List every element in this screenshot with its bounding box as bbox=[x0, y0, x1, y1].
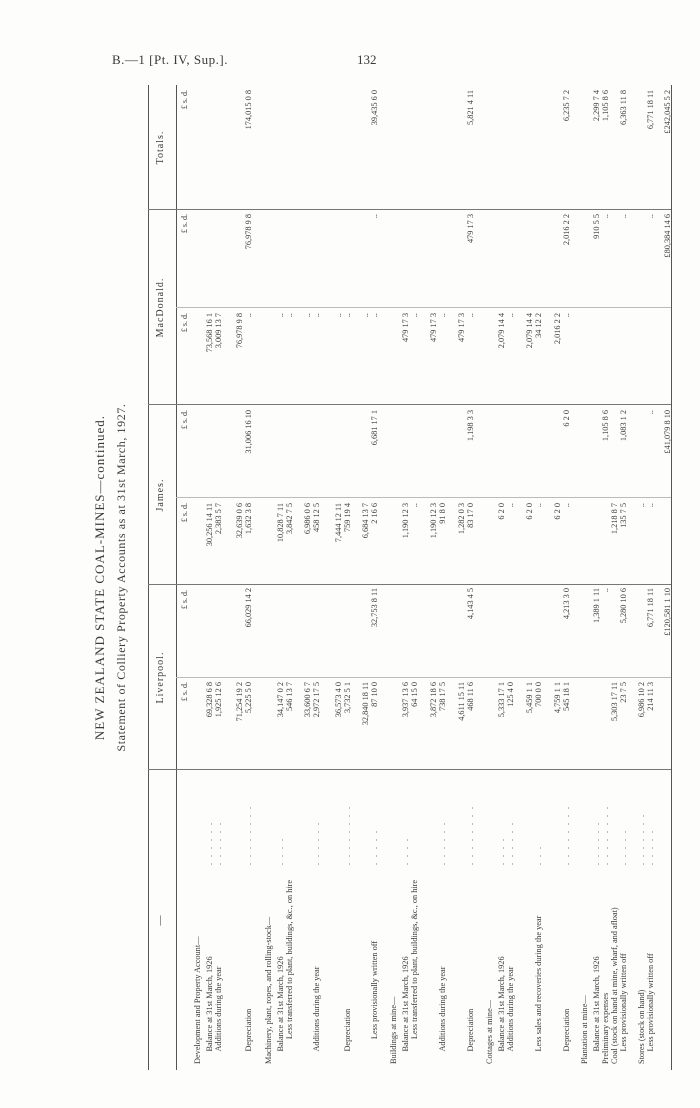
leader-dots: . . . . . . . . bbox=[343, 805, 352, 865]
cell-mac2: 479 17 3 bbox=[466, 214, 475, 244]
cell-jam1: 6,986 0 6 bbox=[303, 503, 312, 535]
cell-mac1: .. bbox=[334, 313, 343, 318]
cell-mac1: .. bbox=[466, 313, 475, 318]
cell-mac2: .. bbox=[619, 214, 628, 219]
cell-jam2: 6,681 17 1 bbox=[370, 410, 379, 446]
cell-liv1: 71,254 19 2 bbox=[235, 682, 244, 722]
header-rule bbox=[176, 85, 177, 1070]
cell-mac1: 479 17 3 bbox=[457, 313, 466, 343]
cell-mac1: .. bbox=[370, 313, 379, 318]
cell-liv1: 64 15 0 bbox=[410, 682, 419, 707]
cell-jam1: 2,383 5 7 bbox=[214, 503, 223, 535]
cell-liv1: 87 10 0 bbox=[370, 682, 379, 707]
cell-jam1: 30,256 14 11 bbox=[205, 503, 214, 547]
cell-liv2: .. bbox=[601, 588, 610, 593]
leader-dots: . . . . . . . . bbox=[244, 805, 253, 865]
cell-liv1: 546 13 7 bbox=[285, 682, 294, 712]
cell-mac1: .. bbox=[244, 313, 253, 318]
row-label: Depreciation bbox=[562, 1008, 571, 1064]
cell-mac1: .. bbox=[506, 313, 515, 318]
row-label: Additions during the year bbox=[506, 966, 515, 1064]
unit-label: £ s. d. bbox=[180, 313, 189, 333]
cell-jam2: 6 2 0 bbox=[562, 410, 571, 427]
cell-jam1: 6 2 0 bbox=[553, 503, 562, 520]
col-divider bbox=[148, 584, 671, 585]
cell-liv1: 545 18 1 bbox=[562, 682, 571, 712]
sub-divider bbox=[176, 307, 671, 308]
row-label: Less provisionally written off bbox=[370, 940, 379, 1064]
cell-jam1: 91 8 0 bbox=[438, 503, 447, 524]
cell-mac1: .. bbox=[410, 313, 419, 318]
leader-dots: . . . . . bbox=[619, 829, 628, 865]
cell-tot: 6,771 18 11 bbox=[646, 90, 655, 130]
cell-liv2: 1,389 1 11 bbox=[592, 588, 601, 623]
cell-liv2: £120,581 1 10 bbox=[663, 588, 672, 636]
header-macdonald: MacDonald. bbox=[155, 277, 166, 338]
row-label: Depreciation bbox=[343, 1008, 352, 1064]
row-label: Cottages at mine— bbox=[485, 999, 494, 1064]
cell-liv1: 32,840 18 11 bbox=[361, 682, 370, 726]
cell-tot: 1,105 8 6 bbox=[601, 90, 610, 122]
cell-mac1: .. bbox=[276, 313, 285, 318]
cell-liv1: 69,328 6 8 bbox=[205, 682, 214, 718]
unit-label: £ s. d. bbox=[180, 503, 189, 523]
cell-jam1: .. bbox=[646, 503, 655, 508]
cell-jam2: 1,198 3 3 bbox=[466, 410, 475, 442]
cell-jam1: 135 7 5 bbox=[619, 503, 628, 528]
row-label: Less provisionally written off bbox=[619, 953, 628, 1064]
cell-tot: 6,235 7 2 bbox=[562, 90, 571, 122]
row-label: Depreciation bbox=[244, 1008, 253, 1064]
cell-jam2: 1,105 8 6 bbox=[601, 410, 610, 442]
cell-liv1: 5,303 17 11 bbox=[610, 682, 619, 722]
cell-jam1: 2 16 6 bbox=[370, 503, 379, 524]
cell-jam1: 83 17 0 bbox=[466, 503, 475, 528]
col-divider bbox=[148, 209, 671, 210]
document-reference: B.—1 [Pt. IV, Sup.]. bbox=[112, 52, 228, 67]
cell-tot: £242,045 5 2 bbox=[663, 90, 672, 134]
cell-liv2: 6,771 18 11 bbox=[646, 588, 655, 628]
cell-liv1: 3,937 13 6 bbox=[401, 682, 410, 718]
cell-mac1: 2,079 14 4 bbox=[525, 313, 534, 349]
cell-jam1: 458 12 5 bbox=[312, 503, 321, 533]
rotated-table bbox=[90, 85, 690, 1070]
leader-dots: . . . . . . . . bbox=[601, 805, 610, 865]
cell-liv2: 66,029 14 2 bbox=[244, 588, 253, 628]
leader-dots: . . . . . . bbox=[506, 821, 515, 865]
cell-liv1: 23 7 5 bbox=[619, 682, 628, 703]
cell-jam1: 10,828 7 11 bbox=[276, 503, 285, 543]
leader-dots: . . . . . . bbox=[312, 821, 321, 865]
cell-tot: 174,015 0 8 bbox=[244, 90, 253, 130]
unit-label: £ s. d. bbox=[180, 682, 189, 702]
header-james: James. bbox=[155, 478, 166, 512]
cell-liv1: 5,225 5 0 bbox=[244, 682, 253, 714]
leader-dots: . . . . bbox=[401, 837, 410, 865]
cell-mac2: 76,978 9 8 bbox=[244, 214, 253, 250]
cell-liv1: 5,459 1 1 bbox=[525, 682, 534, 714]
row-label: Plantation at mine— bbox=[580, 995, 589, 1064]
cell-mac1: 479 17 3 bbox=[401, 313, 410, 343]
row-label: Balance at 31st March, 1926 bbox=[205, 956, 214, 1064]
unit-label: £ s. d. bbox=[180, 90, 189, 110]
table-top-rule bbox=[148, 85, 149, 1070]
cell-liv1: 6,986 10 2 bbox=[637, 682, 646, 718]
cell-liv2: 4,213 3 0 bbox=[562, 588, 571, 620]
cell-mac1: .. bbox=[562, 313, 571, 318]
cell-liv1: 4,611 15 11 bbox=[457, 682, 466, 721]
unit-label: £ s. d. bbox=[180, 590, 189, 610]
leader-dots: . . . . . . . . bbox=[466, 805, 475, 865]
row-label: Less sales and recoveries during the year bbox=[534, 915, 543, 1064]
cell-liv1: 3,872 18 6 bbox=[429, 682, 438, 718]
page-number: 132 bbox=[357, 52, 377, 67]
row-label: Less provisionally written off bbox=[646, 953, 655, 1064]
cell-mac2: 2,016 2 2 bbox=[562, 214, 571, 246]
row-label: Additions during the year bbox=[438, 966, 447, 1064]
cell-liv1: 214 11 3 bbox=[646, 682, 655, 711]
cell-mac1: .. bbox=[312, 313, 321, 318]
row-label: Coal (stock on hand at mine, wharf, and afloat) bbox=[610, 907, 619, 1064]
cell-liv1: 34,147 0 2 bbox=[276, 682, 285, 718]
leader-dots: . . . . . . . . bbox=[562, 805, 571, 865]
cell-jam1: .. bbox=[506, 503, 515, 508]
table-title: NEW ZEALAND STATE COAL-MINES—continued. bbox=[92, 414, 107, 741]
leader-dots: . . . . bbox=[276, 837, 285, 865]
cell-mac1: 34 12 2 bbox=[534, 313, 543, 338]
row-label: Development and Property Account— bbox=[193, 936, 202, 1064]
cell-liv1: 700 0 0 bbox=[534, 682, 543, 707]
leader-dots: . . . . . . bbox=[214, 821, 223, 865]
cell-mac2: .. bbox=[646, 214, 655, 219]
cell-jam1: 1,190 12 3 bbox=[401, 503, 410, 539]
cell-mac1: .. bbox=[303, 313, 312, 318]
cell-mac1: .. bbox=[438, 313, 447, 318]
cell-jam1: 1,282 0 3 bbox=[457, 503, 466, 535]
leader-dots: . . . . . . . bbox=[637, 813, 646, 865]
cell-jam1: 3,842 7 5 bbox=[285, 503, 294, 535]
leader-dots: . . . . . . bbox=[438, 821, 447, 865]
row-label: Balance at 31st March, 1926 bbox=[497, 956, 506, 1064]
cell-mac1: 479 17 3 bbox=[429, 313, 438, 343]
cell-jam1: 6,684 13 7 bbox=[361, 503, 370, 539]
header-blank: — bbox=[155, 914, 166, 926]
row-label: Buildings at mine— bbox=[389, 996, 398, 1064]
cell-jam1: 759 19 4 bbox=[343, 503, 352, 533]
col-divider bbox=[148, 404, 671, 405]
page-header bbox=[112, 46, 612, 76]
cell-liv1: 738 17 5 bbox=[438, 682, 447, 712]
leader-dots: . . . . . . bbox=[205, 821, 214, 865]
cell-mac1: .. bbox=[361, 313, 370, 318]
leader-dots: . . . . bbox=[497, 837, 506, 865]
cell-jam1: 7,444 12 11 bbox=[334, 503, 343, 543]
cell-liv1: 125 4 0 bbox=[506, 682, 515, 707]
cell-tot: 39,435 6 0 bbox=[370, 90, 379, 126]
unit-label: £ s. d. bbox=[180, 410, 189, 430]
row-label: Preliminary expenses bbox=[601, 992, 610, 1064]
cell-liv1: 36,573 4 0 bbox=[334, 682, 343, 718]
sub-divider bbox=[176, 677, 671, 678]
row-label: Balance at 31st March, 1926 bbox=[276, 956, 285, 1064]
cell-jam2: 31,006 16 10 bbox=[244, 410, 253, 454]
cell-liv2: 32,753 8 11 bbox=[370, 588, 379, 628]
cell-jam1: .. bbox=[562, 503, 571, 508]
cell-jam2: £41,079 8 10 bbox=[663, 410, 672, 454]
cell-mac1: 3,009 13 7 bbox=[214, 313, 223, 349]
cell-jam1: 32,639 0 6 bbox=[235, 503, 244, 539]
header-totals: Totals. bbox=[155, 130, 166, 165]
cell-tot: 2,299 7 4 bbox=[592, 90, 601, 122]
header-liverpool: Liverpool. bbox=[155, 651, 166, 704]
table-subtitle: Statement of Colliery Property Accounts as at 31st March, 1927. bbox=[114, 403, 128, 752]
cell-mac1: .. bbox=[343, 313, 352, 318]
cell-tot: 5,821 4 11 bbox=[466, 90, 475, 125]
cell-mac2: .. bbox=[370, 214, 379, 219]
row-label: Additions during the year bbox=[312, 966, 321, 1064]
cell-liv2: 4,143 4 5 bbox=[466, 588, 475, 620]
cell-liv1: 4,759 1 1 bbox=[553, 682, 562, 714]
cell-jam2: .. bbox=[646, 410, 655, 415]
leader-dots: . . . . . bbox=[646, 829, 655, 865]
row-label: Less transferred to plant, buildings, &c., on hire bbox=[285, 879, 294, 1064]
unit-label: £ s. d. bbox=[180, 214, 189, 234]
leader-dots: . . . bbox=[534, 845, 543, 865]
cell-jam1: .. bbox=[534, 503, 543, 508]
cell-liv1: 3,732 5 1 bbox=[343, 682, 352, 714]
cell-jam1: 6 2 0 bbox=[497, 503, 506, 520]
cell-jam1: 6 2 0 bbox=[525, 503, 534, 520]
cell-liv1: 468 11 6 bbox=[466, 682, 475, 711]
cell-jam1: 1,632 3 8 bbox=[244, 503, 253, 535]
cell-jam1: .. bbox=[637, 503, 646, 508]
cell-mac2: .. bbox=[601, 214, 610, 219]
row-label: Balance at 31st March, 1926 bbox=[592, 956, 601, 1064]
cell-mac2: 910 5 5 bbox=[592, 214, 601, 239]
cell-liv1: 5,333 17 1 bbox=[497, 682, 506, 718]
cell-mac2: £80,384 14 6 bbox=[663, 214, 672, 258]
cell-mac1: 2,016 2 2 bbox=[553, 313, 562, 345]
cell-mac1: 73,568 16 1 bbox=[205, 313, 214, 353]
sub-divider bbox=[176, 497, 671, 498]
leader-dots: . . . . . . bbox=[592, 821, 601, 865]
cell-jam1: .. bbox=[410, 503, 419, 508]
row-label: Stores (stock on hand) bbox=[637, 989, 646, 1064]
row-label: Less transferred to plant, buildings, &c., on hire bbox=[410, 879, 419, 1064]
row-label: Additions during the year bbox=[214, 966, 223, 1064]
cell-mac1: 2,079 14 4 bbox=[497, 313, 506, 349]
cell-liv1: 33,600 6 7 bbox=[303, 682, 312, 718]
cell-mac1: 76,978 9 8 bbox=[235, 313, 244, 349]
cell-jam1: 1,218 8 7 bbox=[610, 503, 619, 535]
cell-tot: 6,363 11 8 bbox=[619, 90, 628, 125]
leader-dots: . . . . . bbox=[370, 829, 379, 865]
cell-mac1: .. bbox=[285, 313, 294, 318]
cell-liv1: 2,972 17 5 bbox=[312, 682, 321, 718]
cell-liv2: 5,280 10 6 bbox=[619, 588, 628, 624]
cell-jam1: 1,190 12 3 bbox=[429, 503, 438, 539]
row-label: Machinery, plant, ropes, and rolling-stock— bbox=[264, 916, 273, 1064]
col-divider bbox=[148, 769, 671, 770]
cell-liv1: 1,925 12 6 bbox=[214, 682, 223, 718]
row-label: Depreciation bbox=[466, 1008, 475, 1064]
row-label: Balance at 31st March, 1926 bbox=[401, 956, 410, 1064]
cell-jam2: 1,083 1 2 bbox=[619, 410, 628, 442]
